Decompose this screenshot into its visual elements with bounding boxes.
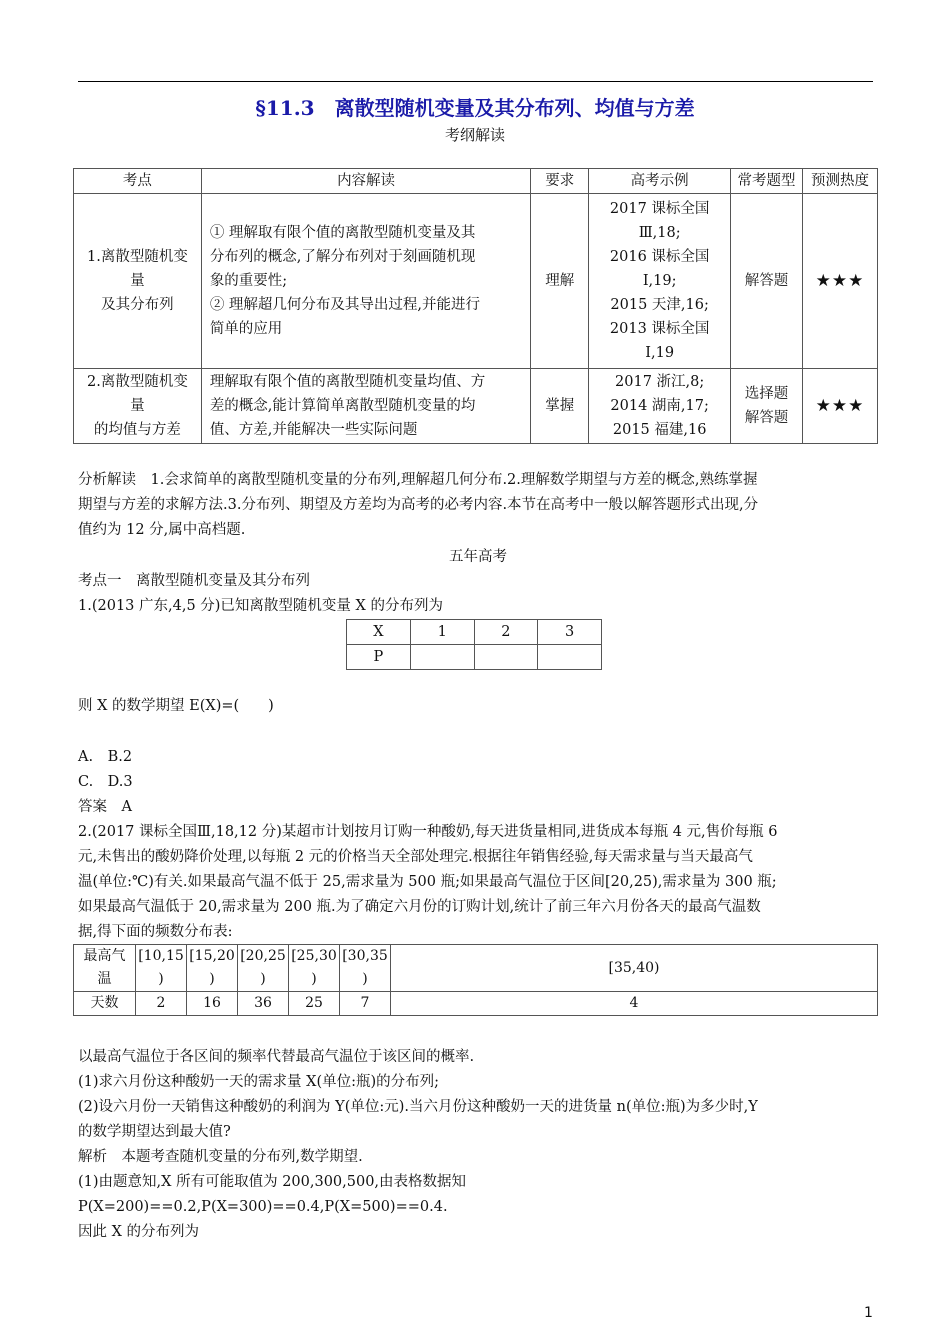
count-cell: 4 (391, 992, 878, 1016)
topic-cell: 1.离散型随机变 量 及其分布列 (74, 194, 202, 369)
p-value (474, 645, 538, 670)
heat-stars: ★★★ (802, 194, 877, 369)
count-cell: 25 (289, 992, 340, 1016)
syllabus-row (74, 369, 878, 444)
section-heading: 五年高考 (449, 549, 507, 565)
content-cell: 理解取有限个值的离散型随机变量均值、方 差的概念,能计算简单离散型随机变量的均 值、方差,并能解决一些实际问题 (201, 369, 531, 444)
interval-cell: [20,25 ) (238, 945, 289, 992)
interval-cell: [25,30 ) (289, 945, 340, 992)
requirement-cell: 掌握 (531, 369, 589, 444)
col-header: 内容解读 (201, 169, 531, 194)
count-cell: 7 (340, 992, 391, 1016)
interval-cell: [35,40) (391, 945, 878, 992)
count-cell: 16 (187, 992, 238, 1016)
p-value (538, 645, 602, 670)
examples-cell: 2017 浙江,8; 2014 湖南,17; 2015 福建,16 (589, 369, 731, 444)
x-value: 1 (410, 620, 474, 645)
interval-cell: [10,15 ) (136, 945, 187, 992)
count-label: 天数 (74, 992, 136, 1016)
requirement-cell: 理解 (531, 194, 589, 369)
interval-cell: [15,20 ) (187, 945, 238, 992)
q1-distribution-table (346, 619, 602, 670)
q1-ask: 则 X 的数学期望 E(X)=( ) (78, 698, 274, 714)
q2-stem: 2.(2017 课标全国Ⅲ,18,12 分)某超市计划按月订购一种酸奶,每天进货量相同,进货成本每瓶 4 元,售价每瓶 6 元,未售出的酸奶降价处理,以每瓶 2 元的价格当天全部处理完.根据往年销售经验,每天需求量与当天最高气 温(单位:℃)有关.如果最高气温不低于 25,需求量为 500 瓶;如果最高气温位于区间[20,25),需求量为 300 瓶; 如果最高气温低于 20,需求量为 200 瓶.为了确定六月份的订购计划,统计了前三年六月份各天的最高气温数 据,得下面的频数分布表: (78, 824, 778, 940)
count-cell: 36 (238, 992, 289, 1016)
q2-solution: 以最高气温位于各区间的频率代替最高气温位于该区间的概率. (1)求六月份这种酸奶一天的需求量 X(单位:瓶)的分布列; (2)设六月份一天销售这种酸奶的利润为 Y(单位:元).当六月份这种酸奶一天的进货量 n(单位:瓶)为多少时,Y 的数学期望达到最大值? 解析 本题考查随机变量的分布列,数学期望. (1)由题意知,X 所有可能取值为 200,300,500,由表格数据知 P(X=200)==0.2,P(X=300)==0.4,P(X=500)==0.4. 因此 X 的分布列为 (78, 1049, 758, 1240)
col-header: 要求 (531, 169, 589, 194)
table-row (74, 945, 878, 992)
p-value (410, 645, 474, 670)
header-label: 最高气 温 (74, 945, 136, 992)
topic-cell: 2.离散型随机变 量 的均值与方差 (74, 369, 202, 444)
table-row (347, 620, 602, 645)
analysis-paragraph: 分析解读 1.会求简单的离散型随机变量的分布列,理解超几何分布.2.理解数学期望与方差的概念,熟练掌握 期望与方差的求解方法.3.分布列、期望及方差均为高考的必考内容.本节在高考中一般以解答题形式出现,分 值约为 12 分,属中高档题. (78, 472, 759, 538)
x-value: 2 (474, 620, 538, 645)
top-rule (78, 81, 873, 82)
col-header: 常考题型 (731, 169, 803, 194)
p-label: P (347, 645, 411, 670)
page-number: 1 (864, 1305, 873, 1321)
page-subtitle: 考纲解读 (444, 126, 505, 144)
q1-answer: 答案 A (78, 799, 132, 815)
table-row (347, 645, 602, 670)
col-header: 考点 (74, 169, 202, 194)
content-cell: ① 理解取有限个值的离散型随机变量及其 分布列的概念,了解分布列对于刻画随机现 象的重要性; ② 理解超几何分布及其导出过程,并能进行 简单的应用 (201, 194, 531, 369)
x-label: X (347, 620, 411, 645)
count-cell: 2 (136, 992, 187, 1016)
examples-cell: 2017 课标全国 Ⅲ,18; 2016 课标全国 Ⅰ,19; 2015 天津,16; 2013 课标全国 Ⅰ,19 (589, 194, 731, 369)
syllabus-header-row (74, 169, 878, 194)
type-cell: 解答题 (731, 194, 803, 369)
heat-stars: ★★★ (802, 369, 877, 444)
type-cell: 选择题 解答题 (731, 369, 803, 444)
q1-options: A. B.2 C. D.3 (78, 749, 133, 790)
syllabus-table (73, 168, 878, 444)
interval-cell: [30,35 ) (340, 945, 391, 992)
q2-frequency-table (73, 944, 878, 1016)
syllabus-row (74, 194, 878, 369)
q1-stem: 1.(2013 广东,4,5 分)已知离散型随机变量 X 的分布列为 (78, 598, 443, 614)
col-header: 高考示例 (589, 169, 731, 194)
page-title: §11.3 离散型随机变量及其分布列、均值与方差 (255, 96, 695, 120)
table-row (74, 992, 878, 1016)
col-header: 预测热度 (802, 169, 877, 194)
point-heading: 考点一 离散型随机变量及其分布列 (78, 573, 310, 589)
x-value: 3 (538, 620, 602, 645)
